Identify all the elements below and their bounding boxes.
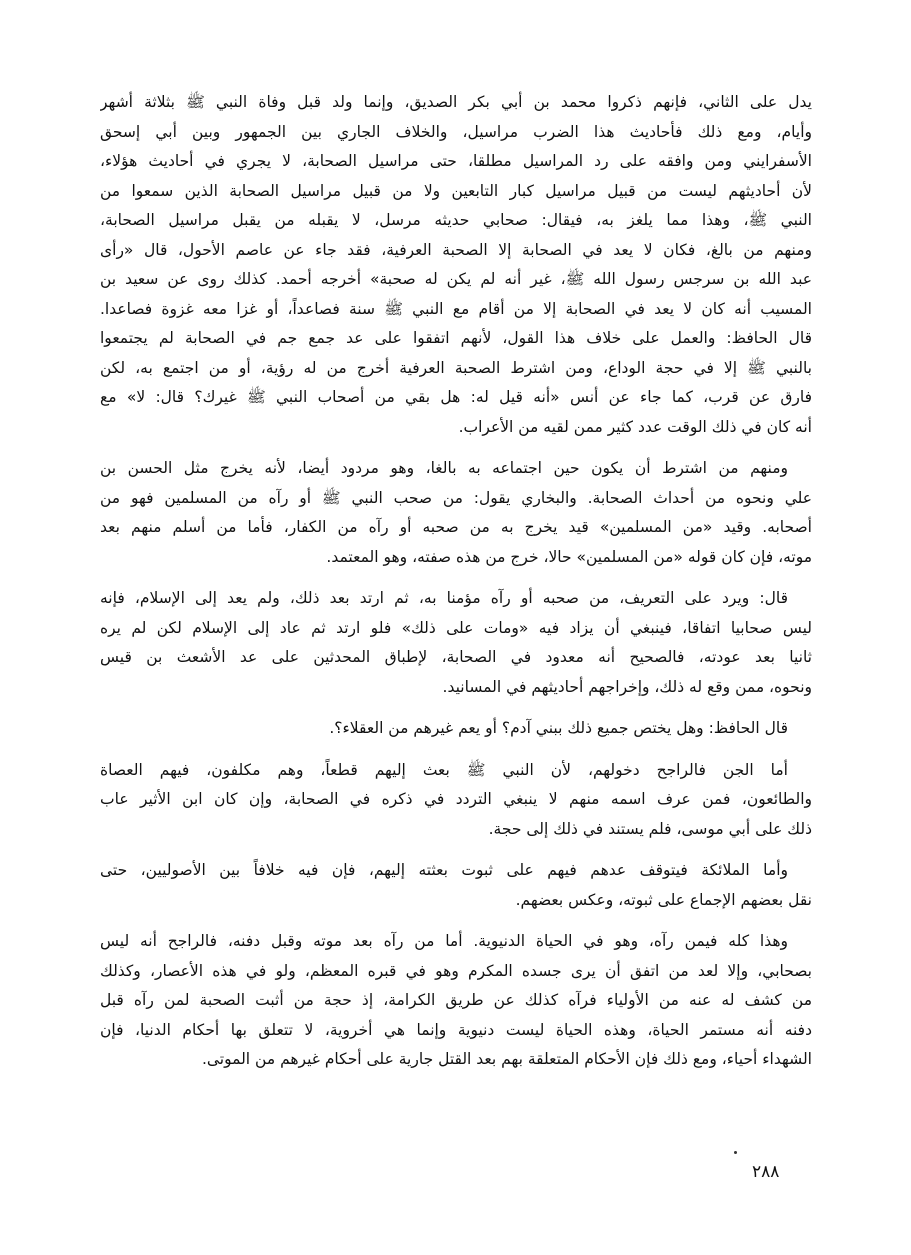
text-line: ومنهم من بالغ، فكان لا يعد في الصحابة إلا الصحبة العرفية، فقد جاء عن عاصم الأحول، قال «رأى	[100, 240, 812, 259]
text-line: والطائعون، فمن عرف اسمه منهم لا ينبغي التردد في ذكره في الصحابة، وإن كان ابن الأثير عاب	[100, 790, 812, 808]
paragraph-3	[100, 584, 812, 702]
text-line: موته، فإن كان قوله «من المسلمين» حالا، خرج من هذه صفته، وهو المعتمد.	[326, 547, 812, 566]
text-line: دفنه أنه مستمر الحياة، وهذه الحياة ليست دنيوية وإنما هي أخروية، لا تتعلق بها أحكام الدنيا، فإن	[100, 1020, 812, 1039]
text-line: لأن أحاديثهم ليست من قبيل مراسيل كبار التابعين ولا من قبيل مراسيل الصحابة الذين سمعوا من	[100, 181, 812, 200]
text-line: ذلك على أبي موسى، فلم يستند في ذلك إلى حجة.	[488, 819, 812, 838]
scan-speck	[734, 1151, 737, 1154]
text-line: علي ونحوه من أحداث الصحابة. والبخاري يقول: من صحب النبي ﷺ أو رآه من المسلمين فهو من	[100, 488, 812, 507]
paragraph-4	[100, 714, 812, 744]
paragraph-2	[100, 454, 812, 572]
paragraph-1	[100, 88, 812, 442]
paragraph-6	[100, 856, 812, 915]
text-line: ونحوه، ممن وقع له ذلك، وإخراجهم أحاديثهم في المسانيد.	[442, 677, 812, 696]
document-page	[100, 88, 812, 1075]
text-line: فارق عن قرب، كما جاء عن أنس «أنه قيل له: هل بقي من أصحاب النبي ﷺ غيرك؟ قال: لا» مع	[100, 388, 812, 406]
text-line: بصحابي، وإلا لعد من اتفق أن يرى جسده المكرم وهو في قبره المعظم، ولو في هذه الأعصار، وكذلك	[100, 961, 812, 980]
text-line: ومنهم من اشترط أن يكون حين اجتماعه به بالغا، وهو مردود أيضا، لأنه يخرج مثل الحسن بن	[100, 459, 788, 477]
text-line: الشهداء أحياء، ومع ذلك فإن الأحكام المتعلقة بهم بعد القتل جارية على أحكام غيرهم من الموتى.	[201, 1050, 812, 1068]
page-number: ٢٨٨	[752, 1162, 780, 1182]
text-line: ليس صحابيا اتفاقا، فينبغي أن يزاد فيه «ومات على ذلك» فلو ارتد ثم عاد إلى الإسلام لكن لم يره	[100, 618, 812, 637]
text-line: الأسفرايني ومن وافقه على رد المراسيل مطلقا، حتى مراسيل الصحابة، لا يجري في أحاديث هؤلاء،	[100, 152, 812, 170]
text-line: قال الحافظ: وهل يختص جميع ذلك ببني آدم؟ أو يعم غيرهم من العقلاء؟.	[329, 719, 788, 737]
text-line: النبي ﷺ، وهذا مما يلغز به، فيقال: صحابي حديثه مرسل، لا يقبله من يقبل مراسيل الصحابة،	[100, 211, 812, 229]
text-line: قال: ويرد على التعريف، من صحبه أو رآه مؤمنا به، ثم ارتد بعد ذلك، ولم يعد إلى الإسلام، فإنه	[100, 589, 788, 607]
text-line: وأيام، ومع ذلك فأحاديث هذا الضرب مراسيل، والخلاف الجاري بين الجمهور وبين أبي إسحق	[100, 122, 812, 141]
text-line: وهذا كله فيمن رآه، وهو في الحياة الدنيوية. أما من رآه بعد موته وقبل دفنه، فالراجح أنه ليس	[100, 932, 788, 950]
text-line: وأما الملائكة فيتوقف عدهم فيهم على ثبوت بعثته إليهم، فإن فيه خلافاً بين الأصوليين، حتى	[100, 861, 788, 879]
text-line: قال الحافظ: والعمل على خلاف هذا القول، لأنهم اتفقوا على عد جمع جم في الصحابة لم يجتمعوا	[100, 329, 812, 347]
text-line: ثانيا بعد عودته، فالصحيح أنه معدود في الصحابة، لإطباق المحدثين على عد الأشعث بن قيس	[100, 648, 812, 666]
text-line: أنه كان في ذلك الوقت عدد كثير ممن لقيه من الأعراب.	[458, 417, 812, 436]
text-line: نقل بعضهم الإجماع على ثبوته، وعكس بعضهم.	[515, 890, 812, 909]
text-line: يدل على الثاني، فإنهم ذكروا محمد بن أبي بكر الصديق، وإنما ولد قبل وفاة النبي ﷺ بثلاثة أشهر	[100, 93, 812, 111]
text-line: المسيب أنه كان لا يعد في الصحابة إلا من أقام مع النبي ﷺ سنة فصاعداً، أو غزا معه غزوة فصاعدا.	[100, 299, 812, 318]
text-line: أصحابه. وقيد «من المسلمين» قيد يخرج به من صحبه أو رآه من الكفار، فأما من أسلم منهم بعد	[100, 518, 812, 536]
text-line: من كشف له عنه من الأولياء فرآه كذلك عن طريق الكرامة، إذ حجة من أثبت الصحبة لمن رآه قبل	[100, 991, 812, 1009]
paragraph-5	[100, 756, 812, 845]
text-line: عبد الله بن سرجس رسول الله ﷺ، غير أنه لم يكن له صحبة» أخرجه أحمد. كذلك روى عن سعيد بن	[100, 270, 812, 288]
text-line: أما الجن فالراجح دخولهم، لأن النبي ﷺ بعث إليهم قطعاً، وهم مكلفون، فيهم العصاة	[100, 760, 788, 779]
text-line: بالنبي ﷺ إلا في حجة الوداع، ومن اشترط الصحبة العرفية أخرج من له رؤية، أو من اجتمع به، لكن	[100, 358, 812, 377]
paragraph-7	[100, 927, 812, 1075]
